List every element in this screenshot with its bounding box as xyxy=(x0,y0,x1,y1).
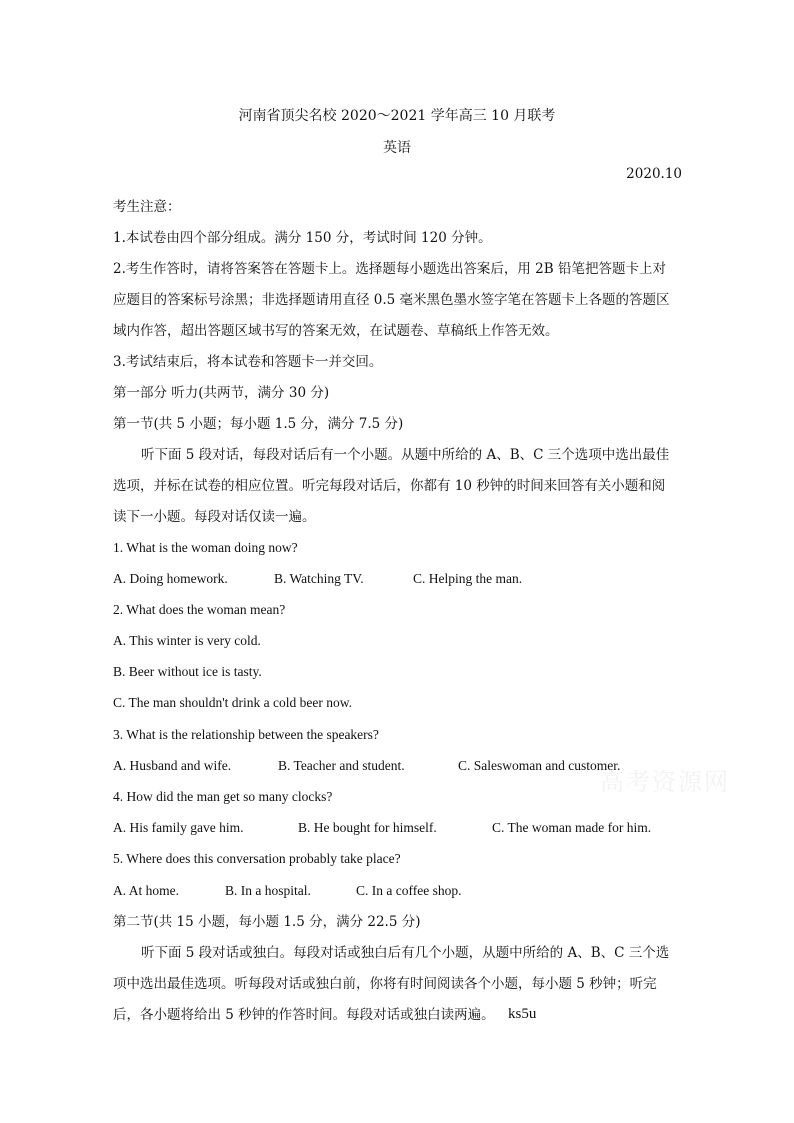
question-5-option-a: A. At home. xyxy=(113,883,179,898)
exam-date: 2020.10 xyxy=(626,166,682,182)
exam-title: 河南省顶尖名校 2020～2021 学年高三 10 月联考 xyxy=(238,108,556,124)
question-1-option-c: C. Helping the man. xyxy=(413,571,523,586)
question-5-option-c: C. In a coffee shop. xyxy=(356,883,462,898)
notice-item-3: 3.考试结束后，将本试卷和答题卡一并交回。 xyxy=(113,354,383,370)
notice-item-2-line-3: 域内作答，超出答题区域书写的答案无效，在试题卷、草稿纸上作答无效。 xyxy=(113,323,559,339)
section2-instructions-line-3: 后，各小题将给出 5 秒钟的作答时间。每段对话或独白读两遍。 xyxy=(113,1007,495,1023)
section1-instructions-line-2: 选项，并标在试卷的相应位置。听完每段对话后，你都有 10 秒钟的时间来回答有关小题和阅 xyxy=(113,478,666,494)
question-2-option-b: B. Beer without ice is tasty. xyxy=(113,664,262,679)
question-3-option-b: B. Teacher and student. xyxy=(278,758,405,773)
source-tag: ks5u xyxy=(508,1006,537,1022)
notice-item-2-line-2: 应题目的答案标号涂黑；非选择题请用直径 0.5 毫米黑色墨水签字笔在答题卡上各题的答题区 xyxy=(113,292,670,308)
question-3-option-a: A. Husband and wife. xyxy=(113,758,232,773)
question-1-option-b: B. Watching TV. xyxy=(274,571,364,586)
notice-heading: 考生注意： xyxy=(113,199,181,215)
question-2-option-a: A. This winter is very cold. xyxy=(113,633,261,648)
subject-title: 英语 xyxy=(383,140,411,156)
question-1: 1. What is the woman doing now? xyxy=(113,540,298,555)
question-5-option-b: B. In a hospital. xyxy=(225,883,311,898)
question-3: 3. What is the relationship between the speakers? xyxy=(113,727,379,742)
section1-instructions-line-3: 读下一小题。每段对话仅读一遍。 xyxy=(113,509,316,525)
question-4-option-c: C. The woman made for him. xyxy=(492,820,652,835)
section1-heading: 第一节(共 5 小题；每小题 1.5 分，满分 7.5 分) xyxy=(113,416,404,432)
watermark: 高考资源网 xyxy=(600,768,730,796)
question-4: 4. How did the man get so many clocks? xyxy=(113,789,333,804)
question-3-option-c: C. Saleswoman and customer. xyxy=(458,758,621,773)
section2-instructions-line-1: 听下面 5 段对话或独白。每段对话或独白后有几个小题，从题中所给的 A、B、C 三个选 xyxy=(141,945,670,961)
section2-instructions-line-2: 项中选出最佳选项。听每段对话或独白前，你将有时间阅读各个小题，每小题 5 秒钟；听完 xyxy=(113,976,657,992)
part1-heading: 第一部分 听力(共两节，满分 30 分) xyxy=(113,385,330,401)
question-1-option-a: A. Doing homework. xyxy=(113,571,228,586)
section2-heading: 第二节(共 15 小题，每小题 1.5 分，满分 22.5 分) xyxy=(113,914,421,930)
question-4-option-a: A. His family gave him. xyxy=(113,820,244,835)
section1-instructions-line-1: 听下面 5 段对话，每段对话后有一个小题。从题中所给的 A、B、C 三个选项中选出最佳 xyxy=(141,447,670,463)
question-5: 5. Where does this conversation probably take place? xyxy=(113,851,401,866)
question-2: 2. What does the woman mean? xyxy=(113,602,286,617)
question-2-option-c: C. The man shouldn't drink a cold beer now. xyxy=(113,695,353,710)
notice-item-1: 1.本试卷由四个部分组成。满分 150 分，考试时间 120 分钟。 xyxy=(113,230,492,246)
question-4-option-b: B. He bought for himself. xyxy=(298,820,437,835)
notice-item-2-line-1: 2.考生作答时，请将答案答在答题卡上。选择题每小题选出答案后，用 2B 铅笔把答题卡上对 xyxy=(113,261,666,277)
